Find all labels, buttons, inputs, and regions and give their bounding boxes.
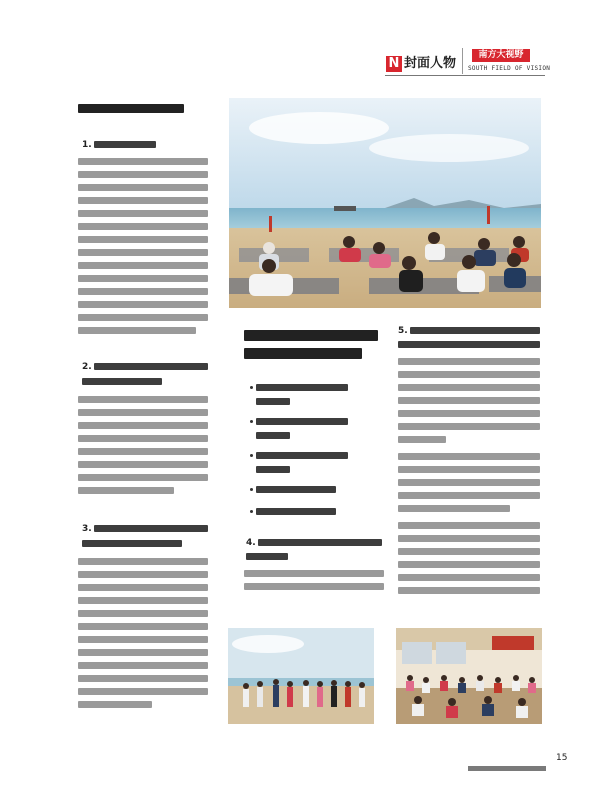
- masthead-title: 封面人物: [404, 56, 457, 71]
- masthead-subtitle: SOUTH FIELD OF VISION: [468, 65, 551, 72]
- section-5-heading-line2: [398, 341, 540, 348]
- beach-group-photo: [228, 628, 374, 724]
- bullet-item-continued: [256, 432, 290, 439]
- bullet-dot: [250, 488, 253, 491]
- bullet-item-continued: [256, 466, 290, 473]
- section-4-heading-line2: [246, 553, 288, 560]
- section-2-number: 2.: [82, 362, 92, 372]
- section-1-number: 1.: [82, 140, 92, 150]
- section-4-heading: [258, 539, 382, 546]
- section-5-heading: [410, 327, 540, 334]
- bullet-dot: [250, 386, 253, 389]
- bullet-item: [256, 452, 348, 459]
- bullet-dot: [250, 454, 253, 457]
- bullet-dot: [250, 510, 253, 513]
- bullet-item: [256, 486, 336, 493]
- section-5-number: 5.: [398, 326, 408, 336]
- section-2-heading: [94, 363, 208, 370]
- masthead-divider: [462, 48, 463, 74]
- pull-quote-line2: [244, 348, 362, 359]
- bullet-item: [256, 384, 348, 391]
- column-heading: [78, 104, 184, 113]
- section-2-heading-line2: [82, 378, 162, 385]
- masthead-badge: 南方大视野: [472, 49, 530, 62]
- bullet-item: [256, 418, 348, 425]
- bullet-dot: [250, 420, 253, 423]
- page-number: 15: [556, 753, 568, 763]
- masthead-logo: N: [386, 56, 402, 72]
- pull-quote-line1: [244, 330, 378, 341]
- bullet-item: [256, 508, 336, 515]
- section-3-heading: [94, 525, 208, 532]
- beach-yoga-photo: [229, 98, 541, 308]
- section-1-heading: [94, 141, 156, 148]
- issue-footer: [468, 766, 546, 771]
- indoor-yoga-photo: [396, 628, 542, 724]
- section-3-number: 3.: [82, 524, 92, 534]
- bullet-item-continued: [256, 398, 290, 405]
- masthead-rule: [385, 75, 545, 76]
- section-3-heading-line2: [82, 540, 182, 547]
- section-4-number: 4.: [246, 538, 256, 548]
